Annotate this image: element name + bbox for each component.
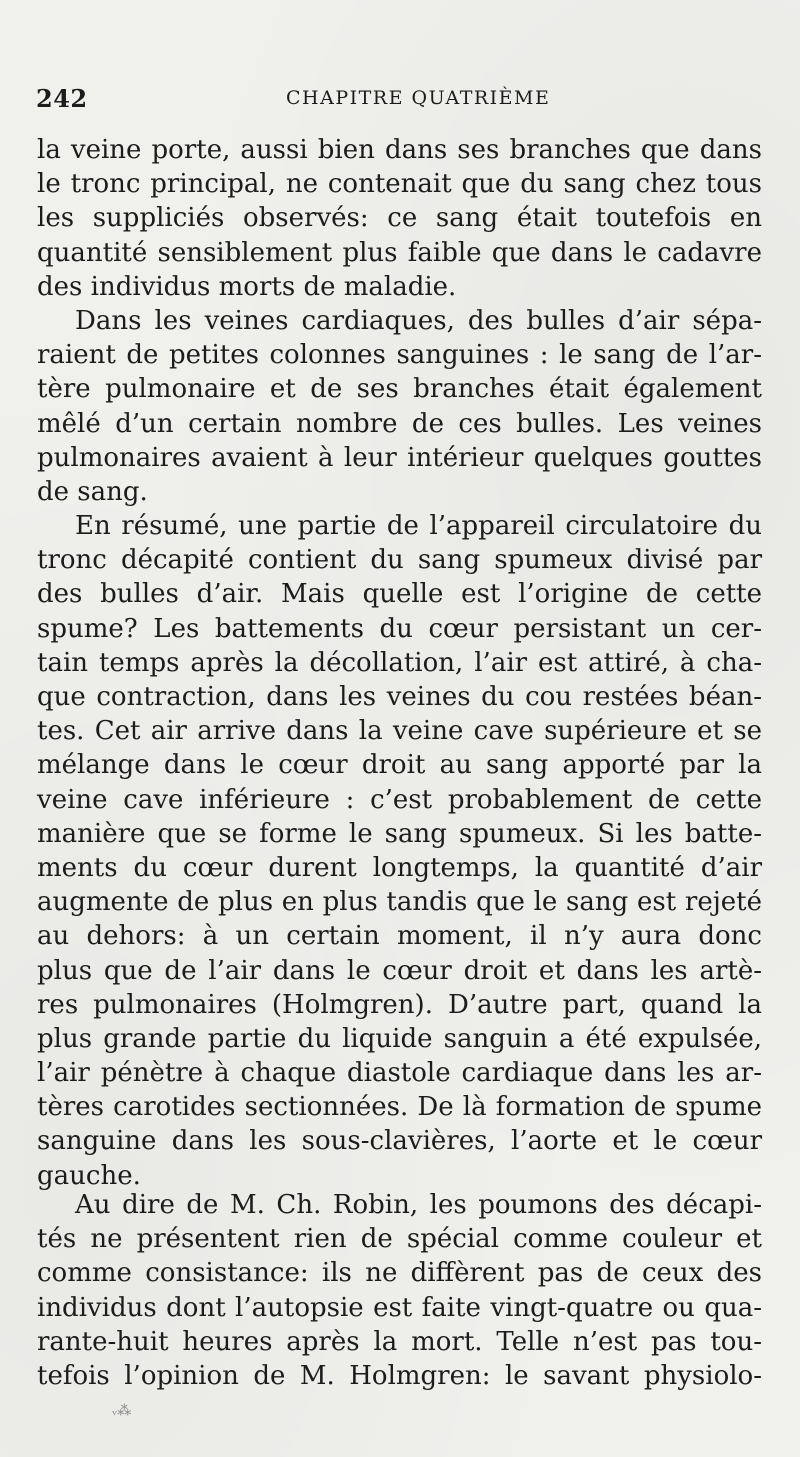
text-line: rante-huit heures après la mort. Telle n’est pas tou- [37,1326,762,1357]
text-line: tefois l’opinion de M. Holmgren: le savant physiolo- [37,1360,762,1391]
text-line: l’air pénètre à chaque diastole cardiaque dans les ar- [37,1058,762,1089]
text-line: tronc décapité contient du sang spumeux divisé par [37,545,762,576]
text-line: des individus morts de maladie. [37,271,457,302]
text-line: ments du cœur durent longtemps, la quantité d’air [37,852,762,883]
text-line: des bulles d’air. Mais quelle est l’origine de cette [37,579,762,610]
text-line: tes. Cet air arrive dans la veine cave supérieure et se [37,716,762,747]
text-line: tain temps après la décollation, l’air est attiré, à cha- [37,647,762,678]
text-line: les suppliciés observés: ce sang était toutefois en [37,203,762,234]
text-line: Dans les veines cardiaques, des bulles d’air sépa- [75,305,762,336]
text-line: gauche. [37,1160,141,1191]
text-line: quantité sensiblement plus faible que dans le cadavre [37,237,762,268]
text-line: tés ne présentent rien de spécial comme couleur et [37,1224,762,1255]
text-line: de sang. [37,476,148,507]
text-line: spume? Les battements du cœur persistant un cer- [37,613,762,644]
text-line: le tronc principal, ne contenait que du sang chez tous [37,169,762,200]
text-line: au dehors: à un certain moment, il n’y aura donc [37,921,762,952]
text-line: mélange dans le cœur droit au sang apporté par la [37,750,762,781]
page-number: 242 [36,84,88,113]
text-line: augmente de plus en plus tandis que le sang est rejeté [37,887,762,918]
text-line: la veine porte, aussi bien dans ses branches que dans [37,135,762,165]
text-line: tère pulmonaire et de ses branches était également [37,374,762,405]
text-line: individus dont l’autopsie est faite vingt-quatre ou qua- [37,1292,762,1323]
page-header [36,84,760,116]
text-line: mêlé d’un certain nombre de ces bulles. Les veines [37,408,762,439]
running-head: CHAPITRE QUATRIÈME [286,87,551,109]
text-line: plus que de l’air dans le cœur droit et dans les artè- [37,955,762,986]
body-text-block-2 [37,1188,762,1393]
text-line: En résumé, une partie de l’appareil circulatoire du [75,511,762,542]
text-line: sanguine dans les sous-clavières, l’aorte et le cœur [37,1126,762,1157]
text-line: manière que se forme le sang spumeux. Si les batte- [37,818,762,849]
text-line: comme consistance: ils ne diffèrent pas de ceux des [37,1258,762,1289]
text-line: plus grande partie du liquide sanguin a été expulsée, [37,1023,762,1054]
text-line: veine cave inférieure : c’est probablement de cette [37,784,762,815]
text-line: raient de petites colonnes sanguines : le sang de l’ar- [37,340,762,371]
text-line: que contraction, dans les veines du cou restées béan- [37,682,762,712]
text-line: pulmonaires avaient à leur intérieur quelques gouttes [37,442,762,473]
text-line: res pulmonaires (Holmgren). D’autre part, quand la [37,989,762,1020]
text-line: tères carotides sectionnées. De là formation de spume [37,1092,762,1123]
body-text-block-1 [37,133,762,1193]
text-line: Au dire de M. Ch. Robin, les poumons des décapi- [75,1190,762,1220]
printer-mark: ᵥ⁂ [112,1403,132,1419]
